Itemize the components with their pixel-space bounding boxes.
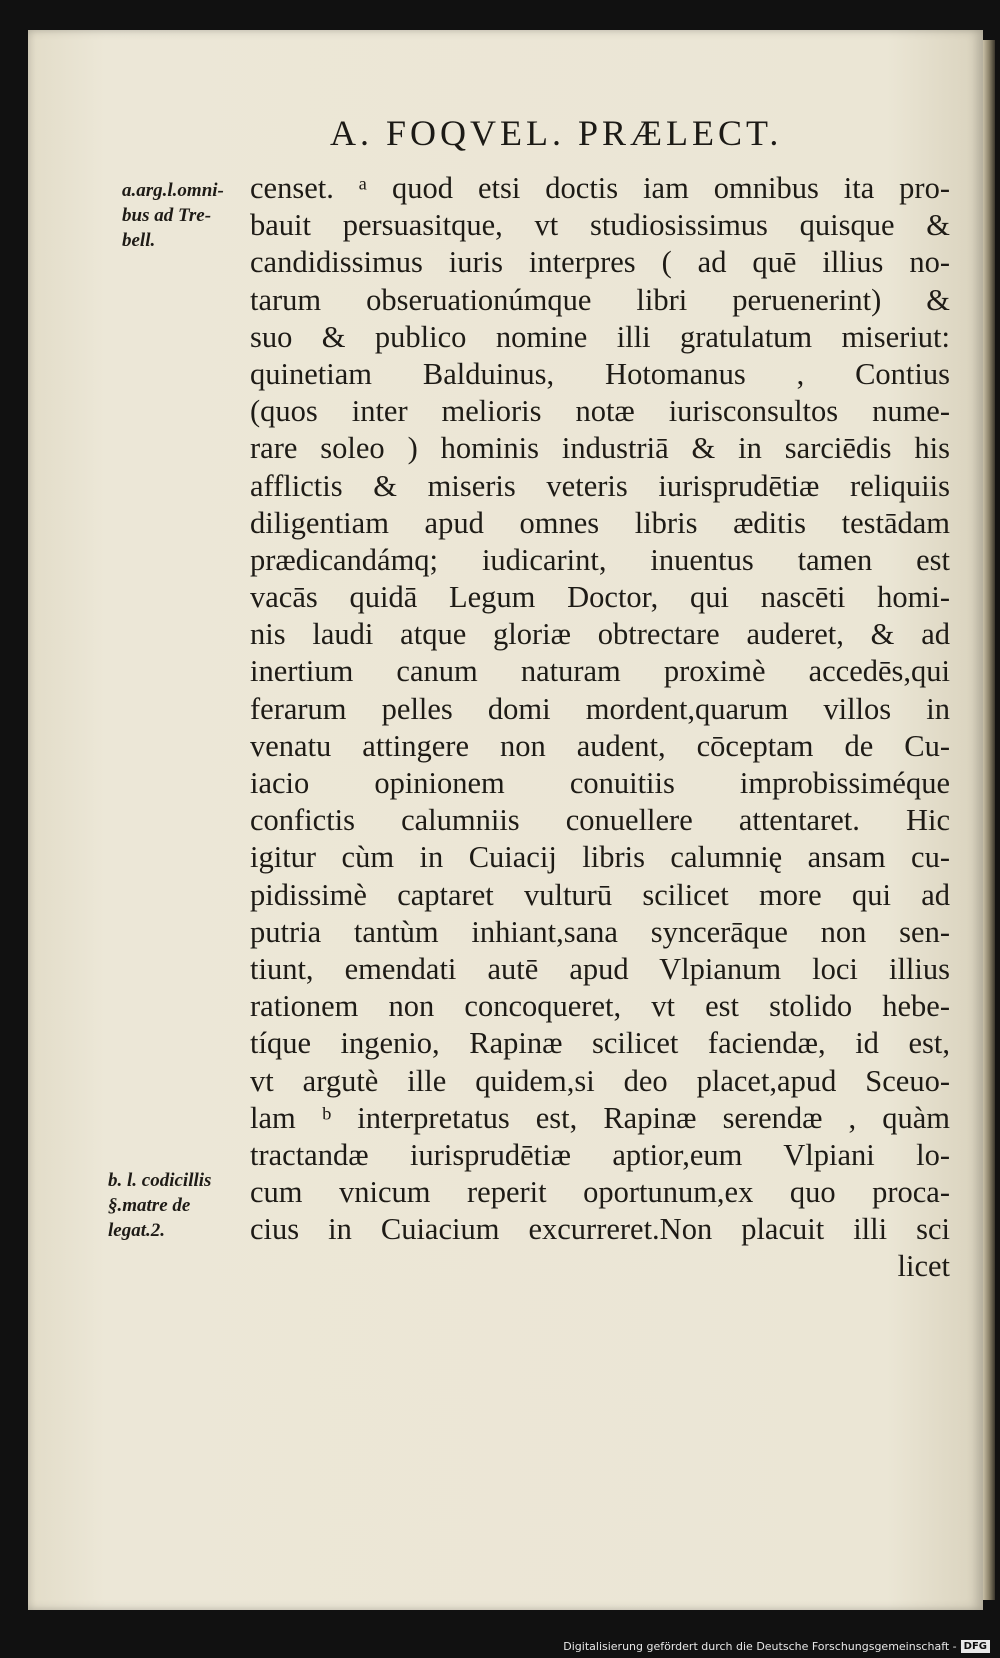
running-head: A. FOQVEL. PRÆLECT.	[330, 113, 783, 153]
text-line: putria tantùm inhiant,sana syncerāque non sen-	[250, 914, 950, 949]
text-line: tíque ingenio, Rapinæ scilicet faciendæ, id est,	[250, 1026, 950, 1061]
text-line: igitur cùm in Cuiacij libris calumnię ansam cu-	[250, 840, 950, 875]
marginal-note-line: legat.2.	[108, 1220, 165, 1241]
text-line: suo & publico nomine illi gratulatum miseriut:	[250, 319, 950, 354]
marginal-note-line: b. l. codicillis	[108, 1170, 212, 1191]
marginal-note-line: §.matre de	[108, 1195, 191, 1216]
marginal-note-line: bus ad Tre-	[122, 205, 212, 226]
digitization-footer	[563, 1640, 990, 1653]
page-edge	[983, 40, 995, 1600]
text-line: bauit persuasitque, vt studiosissimus quisque &	[250, 208, 950, 243]
text-line: afflictis & miseris veteris iurisprudētiæ reliquiis	[250, 468, 950, 503]
text-line: iacio opinionem conuitiis improbissiméque	[250, 766, 950, 800]
text-line: cum vnicum reperit oportunum,ex quo proca-	[250, 1175, 950, 1210]
dfg-logo: DFG	[961, 1640, 990, 1653]
text-line: nis laudi atque gloriæ obtrectare auderet, & ad	[250, 617, 950, 652]
marginal-note-b	[108, 1168, 211, 1243]
text-line: tiunt, emendati autē apud Vlpianum loci illius	[250, 951, 950, 986]
text-line: lam ᵇ interpretatus est, Rapinæ serendæ , quàm	[250, 1100, 950, 1135]
text-line: candidissimus iuris interpres ( ad quē illius no-	[250, 245, 950, 280]
text-line: venatu attingere non audent, cōceptam de Cu-	[250, 728, 950, 763]
catchword: licet	[897, 1249, 950, 1284]
text-line: confictis calumniis conuellere attentaret. Hic	[250, 803, 950, 838]
text-line: prædicandámq; iudicarint, inuentus tamen est	[250, 542, 950, 577]
text-line: tractandæ iurisprudētiæ aptior,eum Vlpiani lo-	[250, 1137, 950, 1172]
text-line: censet. ᵃ quod etsi doctis iam omnibus ita pro-	[250, 171, 950, 205]
text-line: (quos inter melioris notæ iurisconsultos nume-	[250, 394, 950, 429]
text-line: vacās quidā Legum Doctor, qui nascēti homi-	[250, 580, 950, 615]
text-line: cius in Cuiacium excurreret.Non placuit illi sci	[250, 1212, 950, 1247]
text-line: rare soleo ) hominis industriā & in sarciēdis his	[250, 431, 950, 466]
marginal-note-line: bell.	[122, 230, 156, 251]
text-line: vt argutè ille quidem,si deo placet,apud Sceuo-	[250, 1063, 950, 1098]
text-line: pidissimè captaret vulturū scilicet more qui ad	[250, 877, 950, 912]
text-line: diligentiam apud omnes libris æditis testādam	[250, 505, 950, 540]
text-line: tarum obseruationúmque libri peruenerint) &	[250, 282, 950, 317]
marginal-note-line: a.arg.l.omni-	[122, 180, 224, 201]
text-line: inertium canum naturam proximè accedēs,qui	[250, 654, 950, 689]
text-line: quinetiam Balduinus, Hotomanus , Contius	[250, 356, 950, 391]
text-line: ferarum pelles domi mordent,quarum villos in	[250, 691, 950, 726]
marginal-note-a	[122, 178, 224, 253]
text-line: rationem non concoqueret, vt est stolido hebe-	[250, 989, 950, 1024]
body-text	[250, 170, 950, 1286]
footer-credit-text: Digitalisierung gefördert durch die Deutsche Forschungsgemeinschaft -	[563, 1640, 957, 1653]
